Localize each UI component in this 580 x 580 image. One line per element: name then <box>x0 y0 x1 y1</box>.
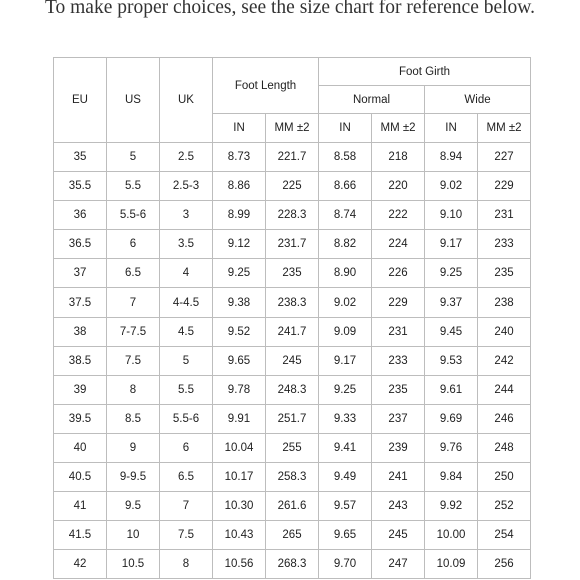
table-row <box>54 201 531 230</box>
cell-length-mm: 221.7 <box>266 143 319 172</box>
cell-wide-mm: 250 <box>478 463 531 492</box>
cell-wide-mm: 244 <box>478 375 531 404</box>
cell-us: 7.5 <box>107 346 160 375</box>
header-wide: Wide <box>425 86 531 114</box>
table-row <box>54 521 531 550</box>
cell-eu: 39.5 <box>54 404 107 433</box>
table-row <box>54 375 531 404</box>
cell-normal-mm: 235 <box>372 375 425 404</box>
cell-eu: 37 <box>54 259 107 288</box>
cell-length-mm: 238.3 <box>266 288 319 317</box>
cell-wide-in: 9.84 <box>425 463 478 492</box>
cell-wide-mm: 233 <box>478 230 531 259</box>
cell-wide-in: 9.69 <box>425 404 478 433</box>
cell-length-in: 9.91 <box>213 404 266 433</box>
cell-normal-in: 8.82 <box>319 230 372 259</box>
table-row <box>54 550 531 579</box>
cell-uk: 8 <box>160 550 213 579</box>
cell-length-in: 8.73 <box>213 143 266 172</box>
cell-normal-in: 9.41 <box>319 433 372 462</box>
cell-uk: 7 <box>160 492 213 521</box>
cell-eu: 41 <box>54 492 107 521</box>
cell-length-mm: 228.3 <box>266 201 319 230</box>
cell-us: 10.5 <box>107 550 160 579</box>
cell-normal-mm: 233 <box>372 346 425 375</box>
cell-wide-mm: 238 <box>478 288 531 317</box>
cell-us: 8 <box>107 375 160 404</box>
cell-normal-mm: 220 <box>372 172 425 201</box>
cell-us: 7-7.5 <box>107 317 160 346</box>
cell-length-in: 9.65 <box>213 346 266 375</box>
cell-uk: 6 <box>160 433 213 462</box>
cell-us: 10 <box>107 521 160 550</box>
cell-length-mm: 255 <box>266 433 319 462</box>
cell-normal-in: 9.65 <box>319 521 372 550</box>
cell-eu: 42 <box>54 550 107 579</box>
cell-length-mm: 241.7 <box>266 317 319 346</box>
cell-length-in: 9.52 <box>213 317 266 346</box>
cell-normal-in: 9.02 <box>319 288 372 317</box>
table-row <box>54 259 531 288</box>
cell-length-mm: 225 <box>266 172 319 201</box>
header-foot-girth: Foot Girth <box>319 58 531 86</box>
header-wide-in: IN <box>425 114 478 143</box>
cell-length-mm: 258.3 <box>266 463 319 492</box>
cell-eu: 40.5 <box>54 463 107 492</box>
cell-normal-mm: 241 <box>372 463 425 492</box>
table-row <box>54 317 531 346</box>
cell-eu: 39 <box>54 375 107 404</box>
cell-length-mm: 268.3 <box>266 550 319 579</box>
cell-uk: 7.5 <box>160 521 213 550</box>
cell-wide-in: 8.94 <box>425 143 478 172</box>
cell-us: 6 <box>107 230 160 259</box>
header-normal: Normal <box>319 86 425 114</box>
cell-length-mm: 245 <box>266 346 319 375</box>
cell-normal-in: 9.25 <box>319 375 372 404</box>
table-row <box>54 492 531 521</box>
table-row <box>54 346 531 375</box>
cell-uk: 2.5-3 <box>160 172 213 201</box>
cell-wide-in: 9.25 <box>425 259 478 288</box>
cell-uk: 4-4.5 <box>160 288 213 317</box>
cell-us: 8.5 <box>107 404 160 433</box>
cell-normal-mm: 222 <box>372 201 425 230</box>
cell-normal-in: 9.09 <box>319 317 372 346</box>
cell-length-mm: 261.6 <box>266 492 319 521</box>
cell-length-mm: 265 <box>266 521 319 550</box>
cell-length-in: 9.38 <box>213 288 266 317</box>
cell-normal-mm: 237 <box>372 404 425 433</box>
cell-normal-in: 8.66 <box>319 172 372 201</box>
cell-wide-mm: 235 <box>478 259 531 288</box>
cell-length-in: 10.56 <box>213 550 266 579</box>
cell-normal-in: 9.57 <box>319 492 372 521</box>
size-chart-body <box>54 143 531 579</box>
cell-uk: 3 <box>160 201 213 230</box>
cell-uk: 3.5 <box>160 230 213 259</box>
cell-wide-mm: 229 <box>478 172 531 201</box>
cell-length-in: 9.78 <box>213 375 266 404</box>
cell-normal-mm: 231 <box>372 317 425 346</box>
cell-normal-in: 9.17 <box>319 346 372 375</box>
chart-caption: To make proper choices, see the size chart for reference below. <box>44 0 536 18</box>
cell-normal-mm: 239 <box>372 433 425 462</box>
cell-normal-mm: 226 <box>372 259 425 288</box>
cell-uk: 5.5-6 <box>160 404 213 433</box>
cell-wide-mm: 227 <box>478 143 531 172</box>
cell-eu: 36 <box>54 201 107 230</box>
cell-wide-mm: 256 <box>478 550 531 579</box>
cell-wide-mm: 240 <box>478 317 531 346</box>
cell-normal-in: 9.70 <box>319 550 372 579</box>
cell-wide-in: 9.17 <box>425 230 478 259</box>
cell-wide-mm: 246 <box>478 404 531 433</box>
cell-wide-mm: 254 <box>478 521 531 550</box>
cell-wide-mm: 252 <box>478 492 531 521</box>
table-row <box>54 404 531 433</box>
cell-normal-mm: 245 <box>372 521 425 550</box>
cell-length-in: 8.86 <box>213 172 266 201</box>
cell-wide-in: 9.92 <box>425 492 478 521</box>
header-normal-in: IN <box>319 114 372 143</box>
table-row <box>54 463 531 492</box>
cell-us: 9-9.5 <box>107 463 160 492</box>
cell-wide-mm: 231 <box>478 201 531 230</box>
cell-normal-mm: 243 <box>372 492 425 521</box>
cell-length-in: 9.25 <box>213 259 266 288</box>
cell-wide-in: 9.37 <box>425 288 478 317</box>
header-eu: EU <box>54 58 107 143</box>
cell-wide-in: 9.02 <box>425 172 478 201</box>
table-row <box>54 143 531 172</box>
table-row <box>54 230 531 259</box>
cell-eu: 40 <box>54 433 107 462</box>
cell-wide-in: 10.00 <box>425 521 478 550</box>
cell-normal-mm: 247 <box>372 550 425 579</box>
cell-normal-in: 8.90 <box>319 259 372 288</box>
cell-eu: 38.5 <box>54 346 107 375</box>
cell-wide-mm: 248 <box>478 433 531 462</box>
header-us: US <box>107 58 160 143</box>
cell-eu: 35.5 <box>54 172 107 201</box>
cell-us: 9.5 <box>107 492 160 521</box>
cell-wide-in: 9.45 <box>425 317 478 346</box>
cell-normal-in: 9.49 <box>319 463 372 492</box>
header-normal-mm: MM ±2 <box>372 114 425 143</box>
header-length-in: IN <box>213 114 266 143</box>
cell-wide-in: 9.76 <box>425 433 478 462</box>
header-wide-mm: MM ±2 <box>478 114 531 143</box>
cell-wide-in: 9.61 <box>425 375 478 404</box>
cell-us: 7 <box>107 288 160 317</box>
cell-us: 6.5 <box>107 259 160 288</box>
cell-length-in: 10.04 <box>213 433 266 462</box>
header-uk: UK <box>160 58 213 143</box>
cell-us: 5 <box>107 143 160 172</box>
header-length-mm: MM ±2 <box>266 114 319 143</box>
cell-us: 5.5-6 <box>107 201 160 230</box>
table-row <box>54 172 531 201</box>
cell-length-in: 10.43 <box>213 521 266 550</box>
cell-eu: 35 <box>54 143 107 172</box>
cell-length-in: 9.12 <box>213 230 266 259</box>
cell-eu: 37.5 <box>54 288 107 317</box>
cell-normal-in: 8.58 <box>319 143 372 172</box>
cell-uk: 4.5 <box>160 317 213 346</box>
cell-us: 5.5 <box>107 172 160 201</box>
cell-normal-in: 9.33 <box>319 404 372 433</box>
cell-wide-in: 9.53 <box>425 346 478 375</box>
cell-normal-mm: 218 <box>372 143 425 172</box>
cell-us: 9 <box>107 433 160 462</box>
cell-length-mm: 251.7 <box>266 404 319 433</box>
cell-uk: 5 <box>160 346 213 375</box>
cell-uk: 4 <box>160 259 213 288</box>
cell-eu: 41.5 <box>54 521 107 550</box>
cell-eu: 38 <box>54 317 107 346</box>
cell-wide-in: 9.10 <box>425 201 478 230</box>
cell-normal-mm: 224 <box>372 230 425 259</box>
cell-wide-mm: 242 <box>478 346 531 375</box>
cell-uk: 6.5 <box>160 463 213 492</box>
cell-length-mm: 235 <box>266 259 319 288</box>
cell-length-in: 8.99 <box>213 201 266 230</box>
header-foot-length: Foot Length <box>213 58 319 114</box>
cell-length-mm: 248.3 <box>266 375 319 404</box>
cell-length-in: 10.30 <box>213 492 266 521</box>
cell-eu: 36.5 <box>54 230 107 259</box>
cell-normal-mm: 229 <box>372 288 425 317</box>
table-row <box>54 433 531 462</box>
cell-wide-in: 10.09 <box>425 550 478 579</box>
table-row <box>54 288 531 317</box>
cell-uk: 2.5 <box>160 143 213 172</box>
cell-length-in: 10.17 <box>213 463 266 492</box>
cell-normal-in: 8.74 <box>319 201 372 230</box>
cell-uk: 5.5 <box>160 375 213 404</box>
size-chart-table <box>53 57 531 579</box>
cell-length-mm: 231.7 <box>266 230 319 259</box>
